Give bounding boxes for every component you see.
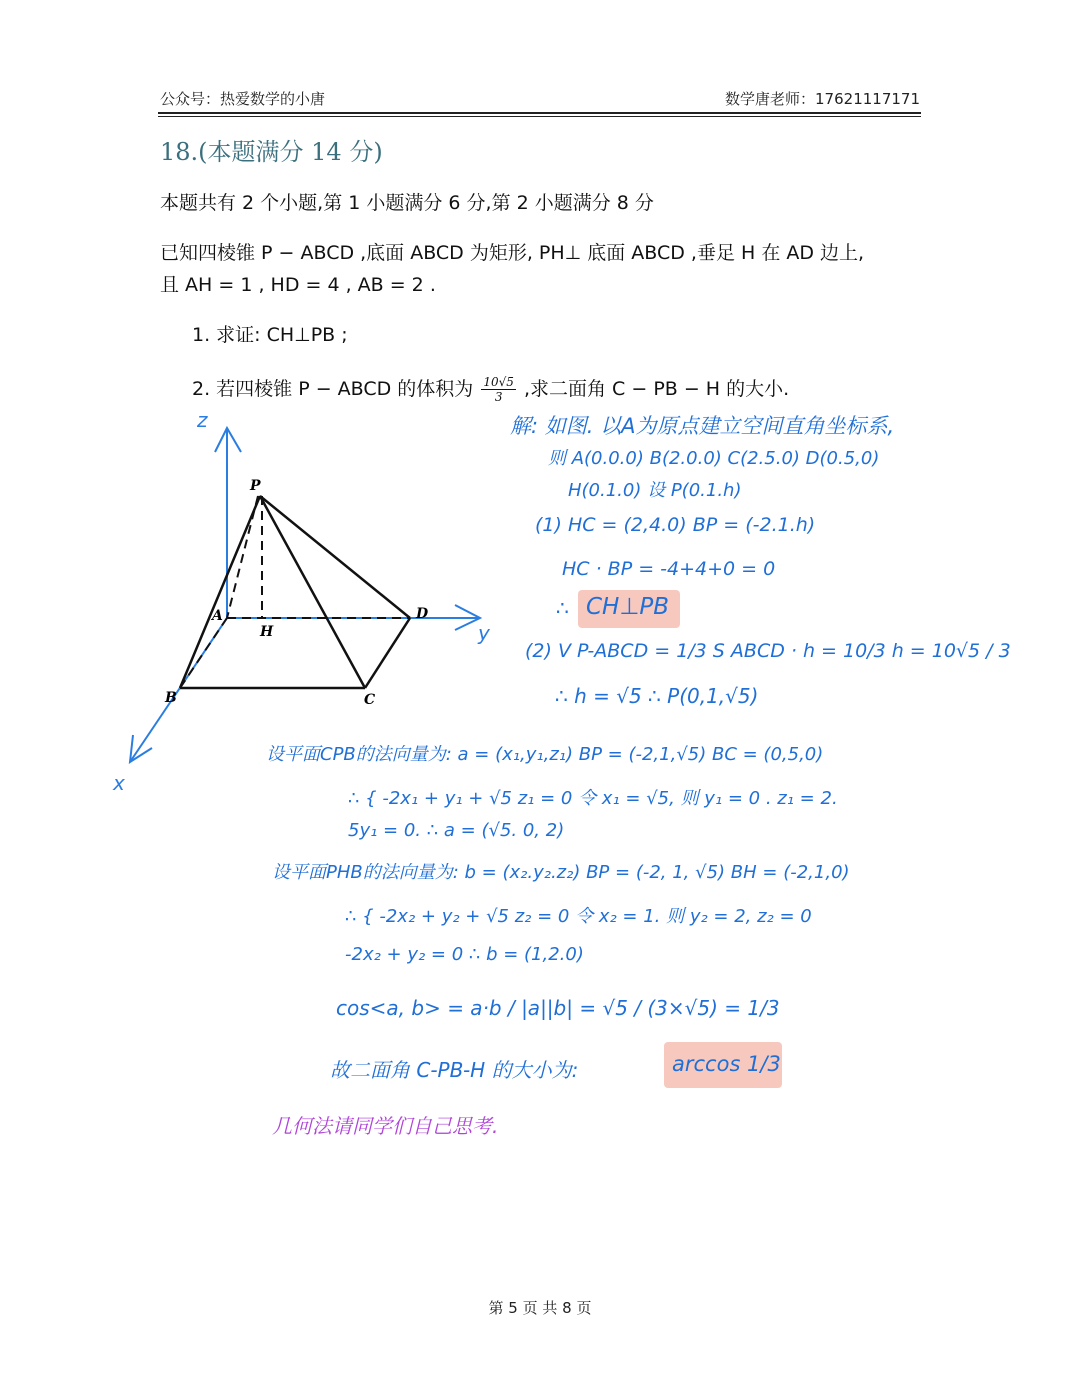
solution-line-12: 设平面PHB的法向量为: b = (x₂.y₂.z₂) BP = (-2, 1, √5) BH = (-2,1,0): [272, 862, 850, 883]
solution-line-5: HC · BP = -4+4+0 = 0: [562, 558, 776, 580]
volume-fraction-num: 10√5: [483, 375, 514, 389]
solution-line-11: 5y₁ = 0. ∴ a = (√5. 0, 2): [348, 820, 565, 841]
edge-PB: [180, 496, 260, 688]
solution-line-16-prefix: 故二面角 C-PB-H 的大小为:: [330, 1058, 579, 1082]
axis-label-y: y: [478, 621, 490, 645]
label-D: D: [416, 606, 429, 622]
solution-line-1: 解: 如图. 以A为原点建立空间直角坐标系,: [510, 414, 895, 438]
header-left: 公众号：热爱数学的小唐: [160, 90, 326, 108]
solution-line-2: 则 A(0.0.0) B(2.0.0) C(2.5.0) D(0.5,0): [548, 448, 880, 469]
problem-stem-line2: 且 AH = 1 , HD = 4 , AB = 2 .: [160, 274, 436, 296]
question-1: 1. 求证: CH⊥PB ;: [192, 324, 348, 346]
solution-line-6-box: CH⊥PB: [586, 594, 670, 620]
page-footer: 第 5 页 共 8 页: [488, 1299, 592, 1317]
solution-line-17: 几何法请同学们自己思考.: [272, 1114, 499, 1138]
label-A: A: [212, 608, 223, 624]
solution-line-10: ∴ { -2x₁ + y₁ + √5 z₁ = 0 令 x₁ = √5, 则 y₁ = 0 . z₁ = 2.: [348, 788, 838, 809]
axis-label-x: x: [113, 771, 125, 795]
header-rule-thin: [158, 116, 921, 117]
edge-CD: [365, 618, 410, 688]
solution-line-9: 设平面CPB的法向量为: a = (x₁,y₁,z₁) BP = (-2,1,√5) BC = (0,5,0): [266, 744, 824, 765]
x-axis: [130, 618, 227, 762]
edge-PD: [260, 496, 410, 618]
solution-line-14: -2x₂ + y₂ = 0 ∴ b = (1,2.0): [345, 944, 584, 965]
question-2-after: ,求二面角 C − PB − H 的大小.: [523, 378, 790, 400]
solution-line-15: cos<a, b> = a·b / |a||b| = √5 / (3×√5) = 1/3: [336, 996, 780, 1020]
solution-line-8: ∴ h = √5 ∴ P(0,1,√5): [555, 684, 759, 708]
label-C: C: [364, 692, 376, 708]
header-rule: [158, 112, 921, 114]
solution-line-6-prefix: ∴: [556, 596, 569, 620]
label-P: P: [250, 478, 261, 494]
label-B: B: [165, 690, 177, 706]
solution-line-3: H(0.1.0) 设 P(0.1.h): [568, 480, 742, 501]
label-H: H: [260, 624, 274, 640]
axis-label-z: z: [197, 408, 208, 432]
edge-PC: [260, 496, 365, 688]
header-right: 数学唐老师：17621117171: [725, 90, 920, 108]
volume-fraction-den: 3: [494, 390, 503, 404]
question-2-before: 2. 若四棱锥 P − ABCD 的体积为: [192, 378, 474, 400]
problem-title: 18.(本题满分 14 分): [160, 138, 383, 166]
problem-intro: 本题共有 2 个小题,第 1 小题满分 6 分,第 2 小题满分 8 分: [160, 192, 654, 214]
solution-line-4: (1) HC = (2,4.0) BP = (-2.1.h): [535, 514, 816, 536]
solution-line-13: ∴ { -2x₂ + y₂ + √5 z₂ = 0 令 x₂ = 1. 则 y₂ = 2, z₂ = 0: [345, 906, 812, 927]
solution-line-7: (2) V P-ABCD = 1/3 S ABCD · h = 10/3 h = 10√5 / 3: [525, 640, 1011, 662]
solution-line-16-box: arccos 1/3: [672, 1052, 781, 1076]
problem-stem-line1: 已知四棱锥 P − ABCD ,底面 ABCD 为矩形, PH⊥ 底面 ABCD ,垂足 H 在 AD 边上,: [160, 242, 865, 264]
